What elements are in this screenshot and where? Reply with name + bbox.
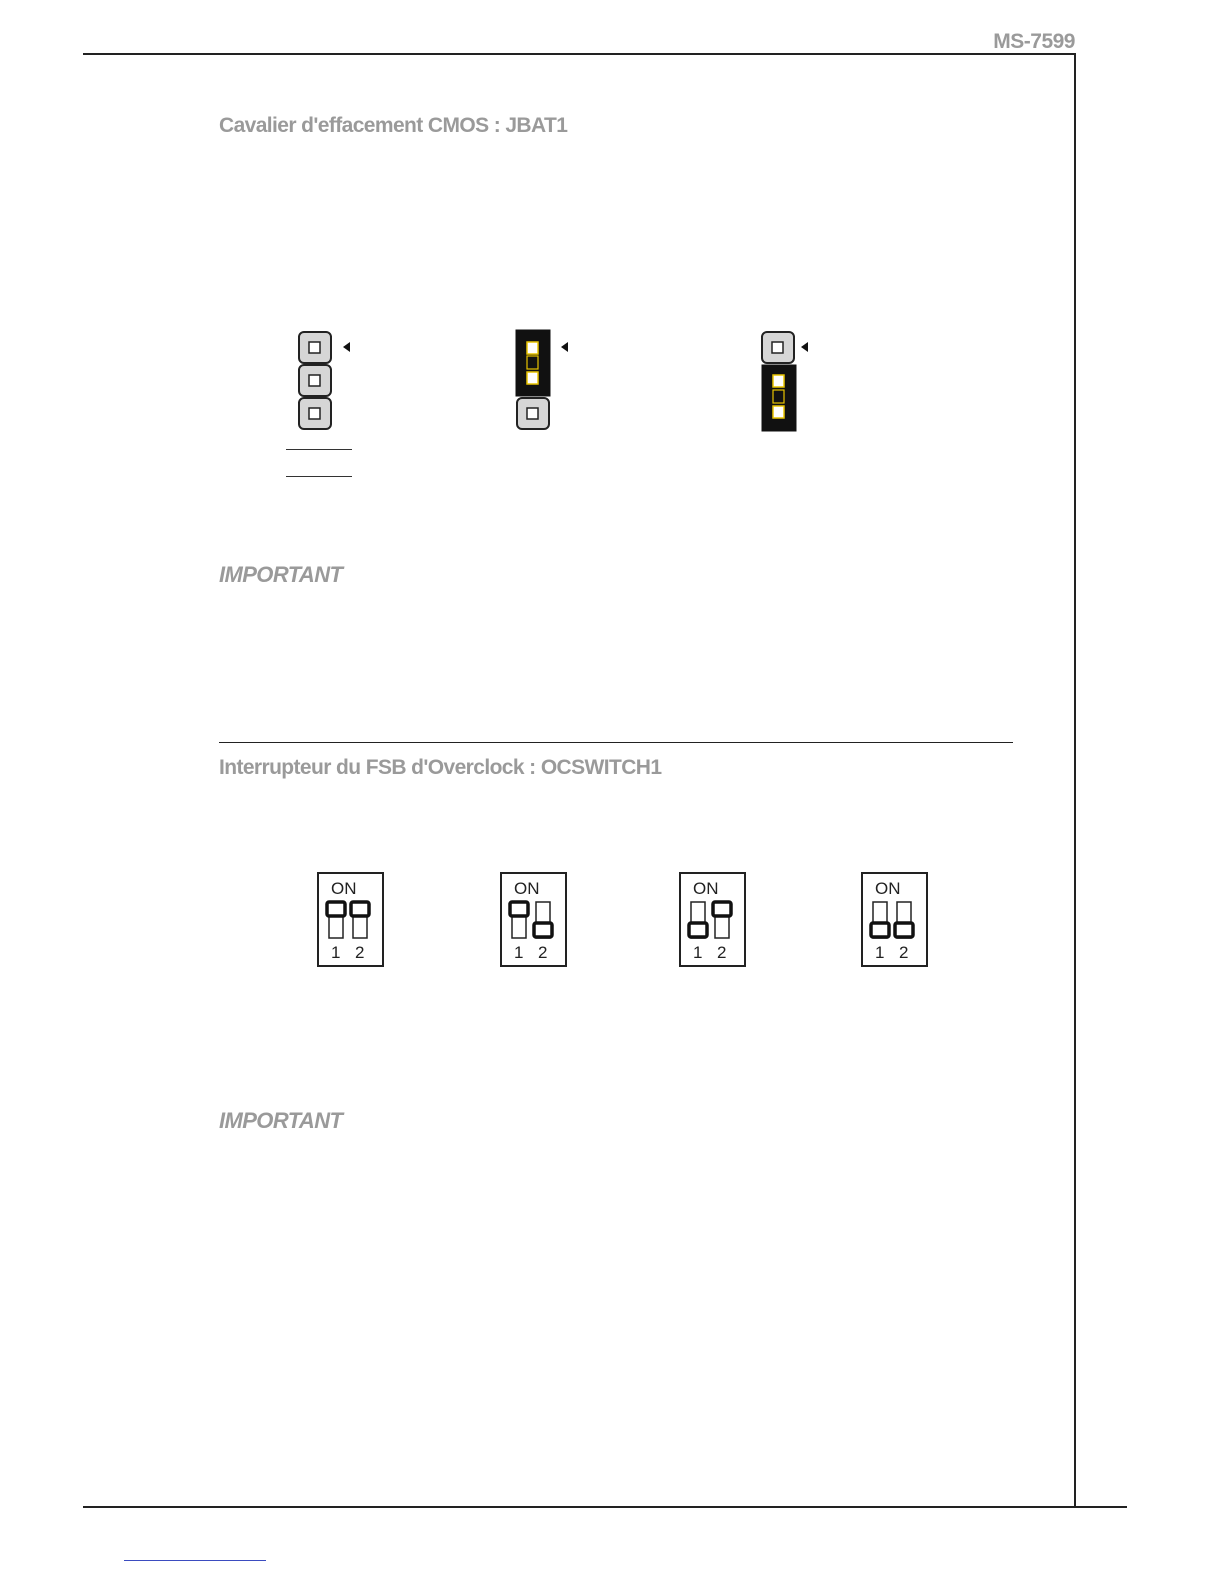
section-divider xyxy=(219,742,1013,743)
dip-knob-2 xyxy=(351,902,369,916)
dip-switch-2 xyxy=(501,873,566,966)
dip-knob-1 xyxy=(689,923,707,937)
jumper-open xyxy=(299,332,350,429)
ocswitch-section-title: Interrupteur du FSB d'Overclock : OCSWITCH1 xyxy=(219,756,662,779)
dip-knob-1 xyxy=(510,902,528,916)
pin1-arrow-icon xyxy=(343,342,350,352)
pin1-arrow-icon xyxy=(561,342,568,352)
dip-on-label: ON xyxy=(875,879,901,898)
dip-pin2-label: 2 xyxy=(899,943,909,962)
dip-knob-2 xyxy=(534,923,552,937)
dip-switch-1 xyxy=(318,873,383,966)
dip-pin1-label: 1 xyxy=(514,943,524,962)
cmos-section-title: Cavalier d'effacement CMOS : JBAT1 xyxy=(219,114,568,137)
dip-pin1-label: 1 xyxy=(693,943,703,962)
ocswitch-important-label: IMPORTANT xyxy=(219,1108,343,1133)
dip-pin1-label: 1 xyxy=(331,943,341,962)
dip-on-label: ON xyxy=(331,879,357,898)
ocswitch-diagram xyxy=(300,860,950,980)
jumper-pins-2-3 xyxy=(762,332,808,431)
cmos-important-label: IMPORTANT xyxy=(219,562,343,587)
footer-rule xyxy=(83,1506,1127,1508)
dip-knob-1 xyxy=(327,902,345,916)
dip-knob-2 xyxy=(895,923,913,937)
dip-switch-3 xyxy=(680,873,745,966)
dip-switch-4 xyxy=(862,873,927,966)
footer-link-underline[interactable] xyxy=(124,1560,266,1561)
legend-rule xyxy=(286,449,352,450)
right-margin-rule xyxy=(1074,53,1076,1507)
dip-pin1-label: 1 xyxy=(875,943,885,962)
legend-rule xyxy=(286,476,352,477)
dip-pin2-label: 2 xyxy=(717,943,727,962)
dip-pin2-label: 2 xyxy=(355,943,365,962)
jumper-pins-1-2 xyxy=(516,330,568,429)
jbat1-diagram xyxy=(280,320,840,490)
dip-pin2-label: 2 xyxy=(538,943,548,962)
model-number: MS-7599 xyxy=(993,30,1075,53)
header-rule xyxy=(83,53,1076,55)
dip-on-label: ON xyxy=(693,879,719,898)
dip-on-label: ON xyxy=(514,879,540,898)
dip-knob-2 xyxy=(713,902,731,916)
dip-knob-1 xyxy=(871,923,889,937)
pin1-arrow-icon xyxy=(801,342,808,352)
